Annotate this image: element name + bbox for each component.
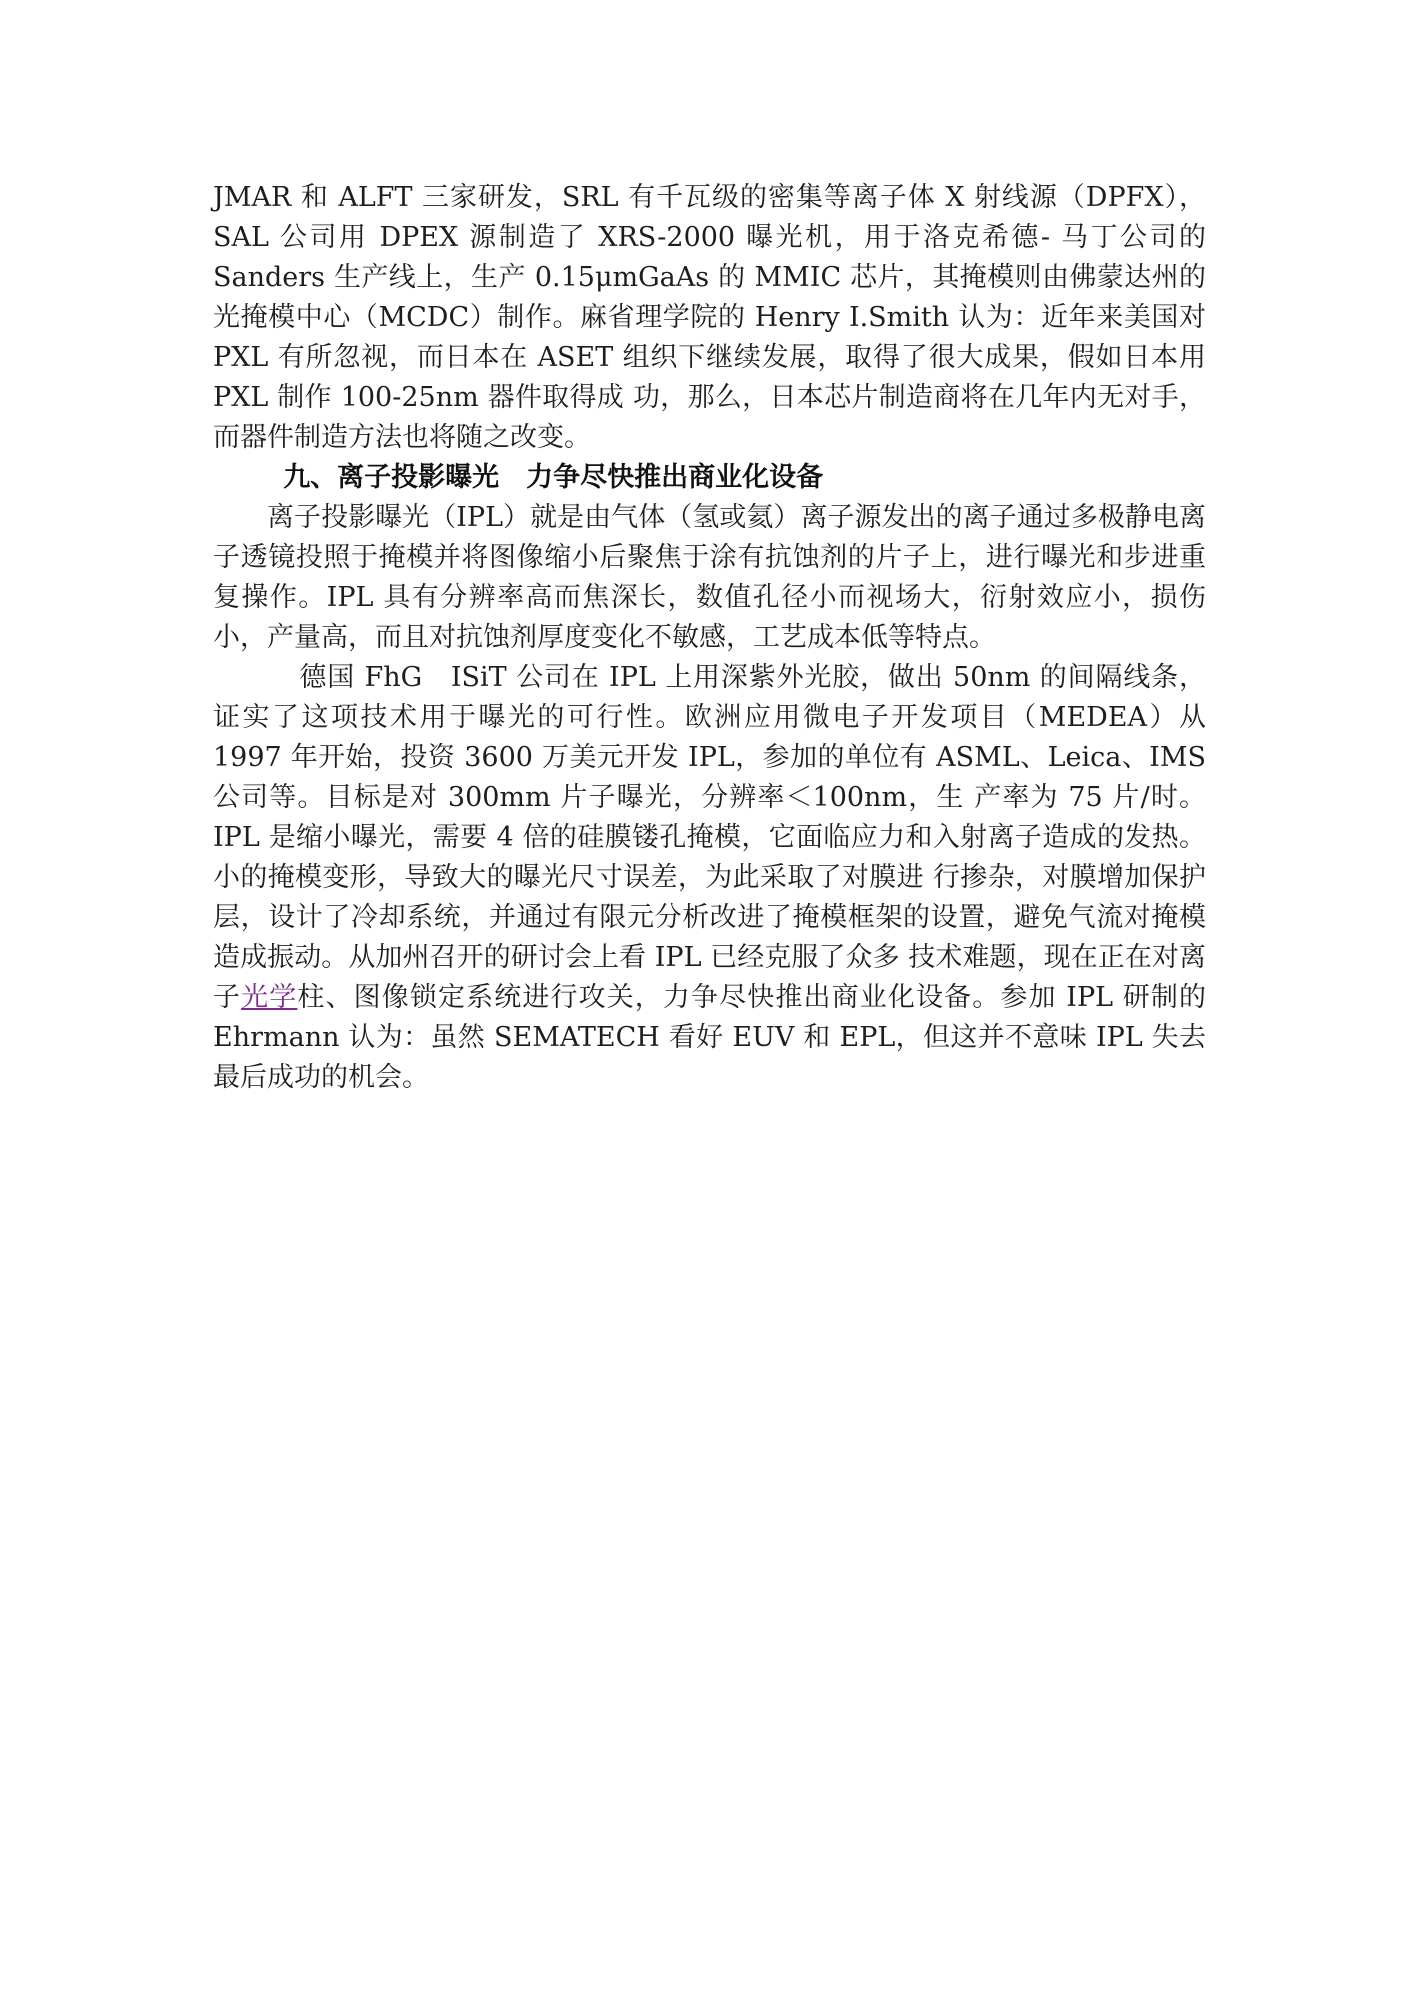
paragraph-ipl-intro: 离子投影曝光（IPL）就是由气体（氢或氦）离子源发出的离子通过多极静电离子透镜投照于掩模并将图像缩小后聚焦于涂有抗蚀剂的片子上，进行曝光和步进重 复操作。IPL 具有分辨率高而焦深长，数值孔径小而视场大，衍射效应小，损伤小，产量高，而且对抗蚀剂厚度变化不敏感，工艺成本低等特点。 — [213, 502, 1206, 653]
section-heading-ipl: 九、离子投影曝光 力争尽快推出商业化设备 — [283, 462, 824, 493]
document-body — [213, 178, 1206, 1098]
paragraph-text-before-link: 德国 FhG ISiT 公司在 IPL 上用深紫外光胶，做出 50nm 的间隔线条，证实了这项技术用于曝光的可行性。欧洲应用微电子开发项目（MEDEA）从 1997 年开始，投资 3600 万美元开发 IPL，参加的单位有 ASML、Leica、IMS 公司等。目标是对 300mm 片子曝光，分辨率＜100nm，生 产率为 75 片/时。IPL 是缩小曝光，需要 4 倍的硅膜镂孔掩模，它面临应力和入射离子造成的发热。小的掩模变形，导致大的曝光尺寸误差，为此采取了对膜进 行掺杂，对膜增加保护层，设计了冷却系统，并通过有限元分析改进了掩模框架的设置，避免气流对掩模造成振动。从加州召开的研讨会上看 IPL 已经克服了众多 技术难题，现在正在对离子 — [213, 662, 1206, 1013]
paragraph-ipl-development — [213, 658, 1206, 1098]
paragraph-text-after-link: 柱、图像锁定系统进行攻关，力争尽快推出商业化设备。参加 IPL 研制的 Ehrmann 认为：虽然 SEMATECH 看好 EUV 和 EPL，但这并不意味 IPL 失去最后成功的机会。 — [213, 982, 1207, 1093]
optics-link[interactable]: 光学 — [241, 982, 298, 1013]
paragraph-pxl-continued: JMAR 和 ALFT 三家研发，SRL 有千瓦级的密集等离子体 X 射线源（DPFX），SAL 公司用 DPEX 源制造了 XRS-2000 曝光机，用于洛克希德- 马丁公司的 Sanders 生产线上，生产 0.15μmGaAs 的 MMIC 芯片，其掩模则由佛蒙达州的光掩模中心（MCDC）制作。麻省理学院的 Henry I.Smith 认为：近年来美国对 PXL 有所忽视，而日本在 ASET 组织下继续发展，取得了很大成果，假如日本用 PXL 制作 100-25nm 器件取得成 功，那么，日本芯片制造商将在几年内无对手，而器件制造方法也将随之改变。 — [213, 182, 1206, 453]
